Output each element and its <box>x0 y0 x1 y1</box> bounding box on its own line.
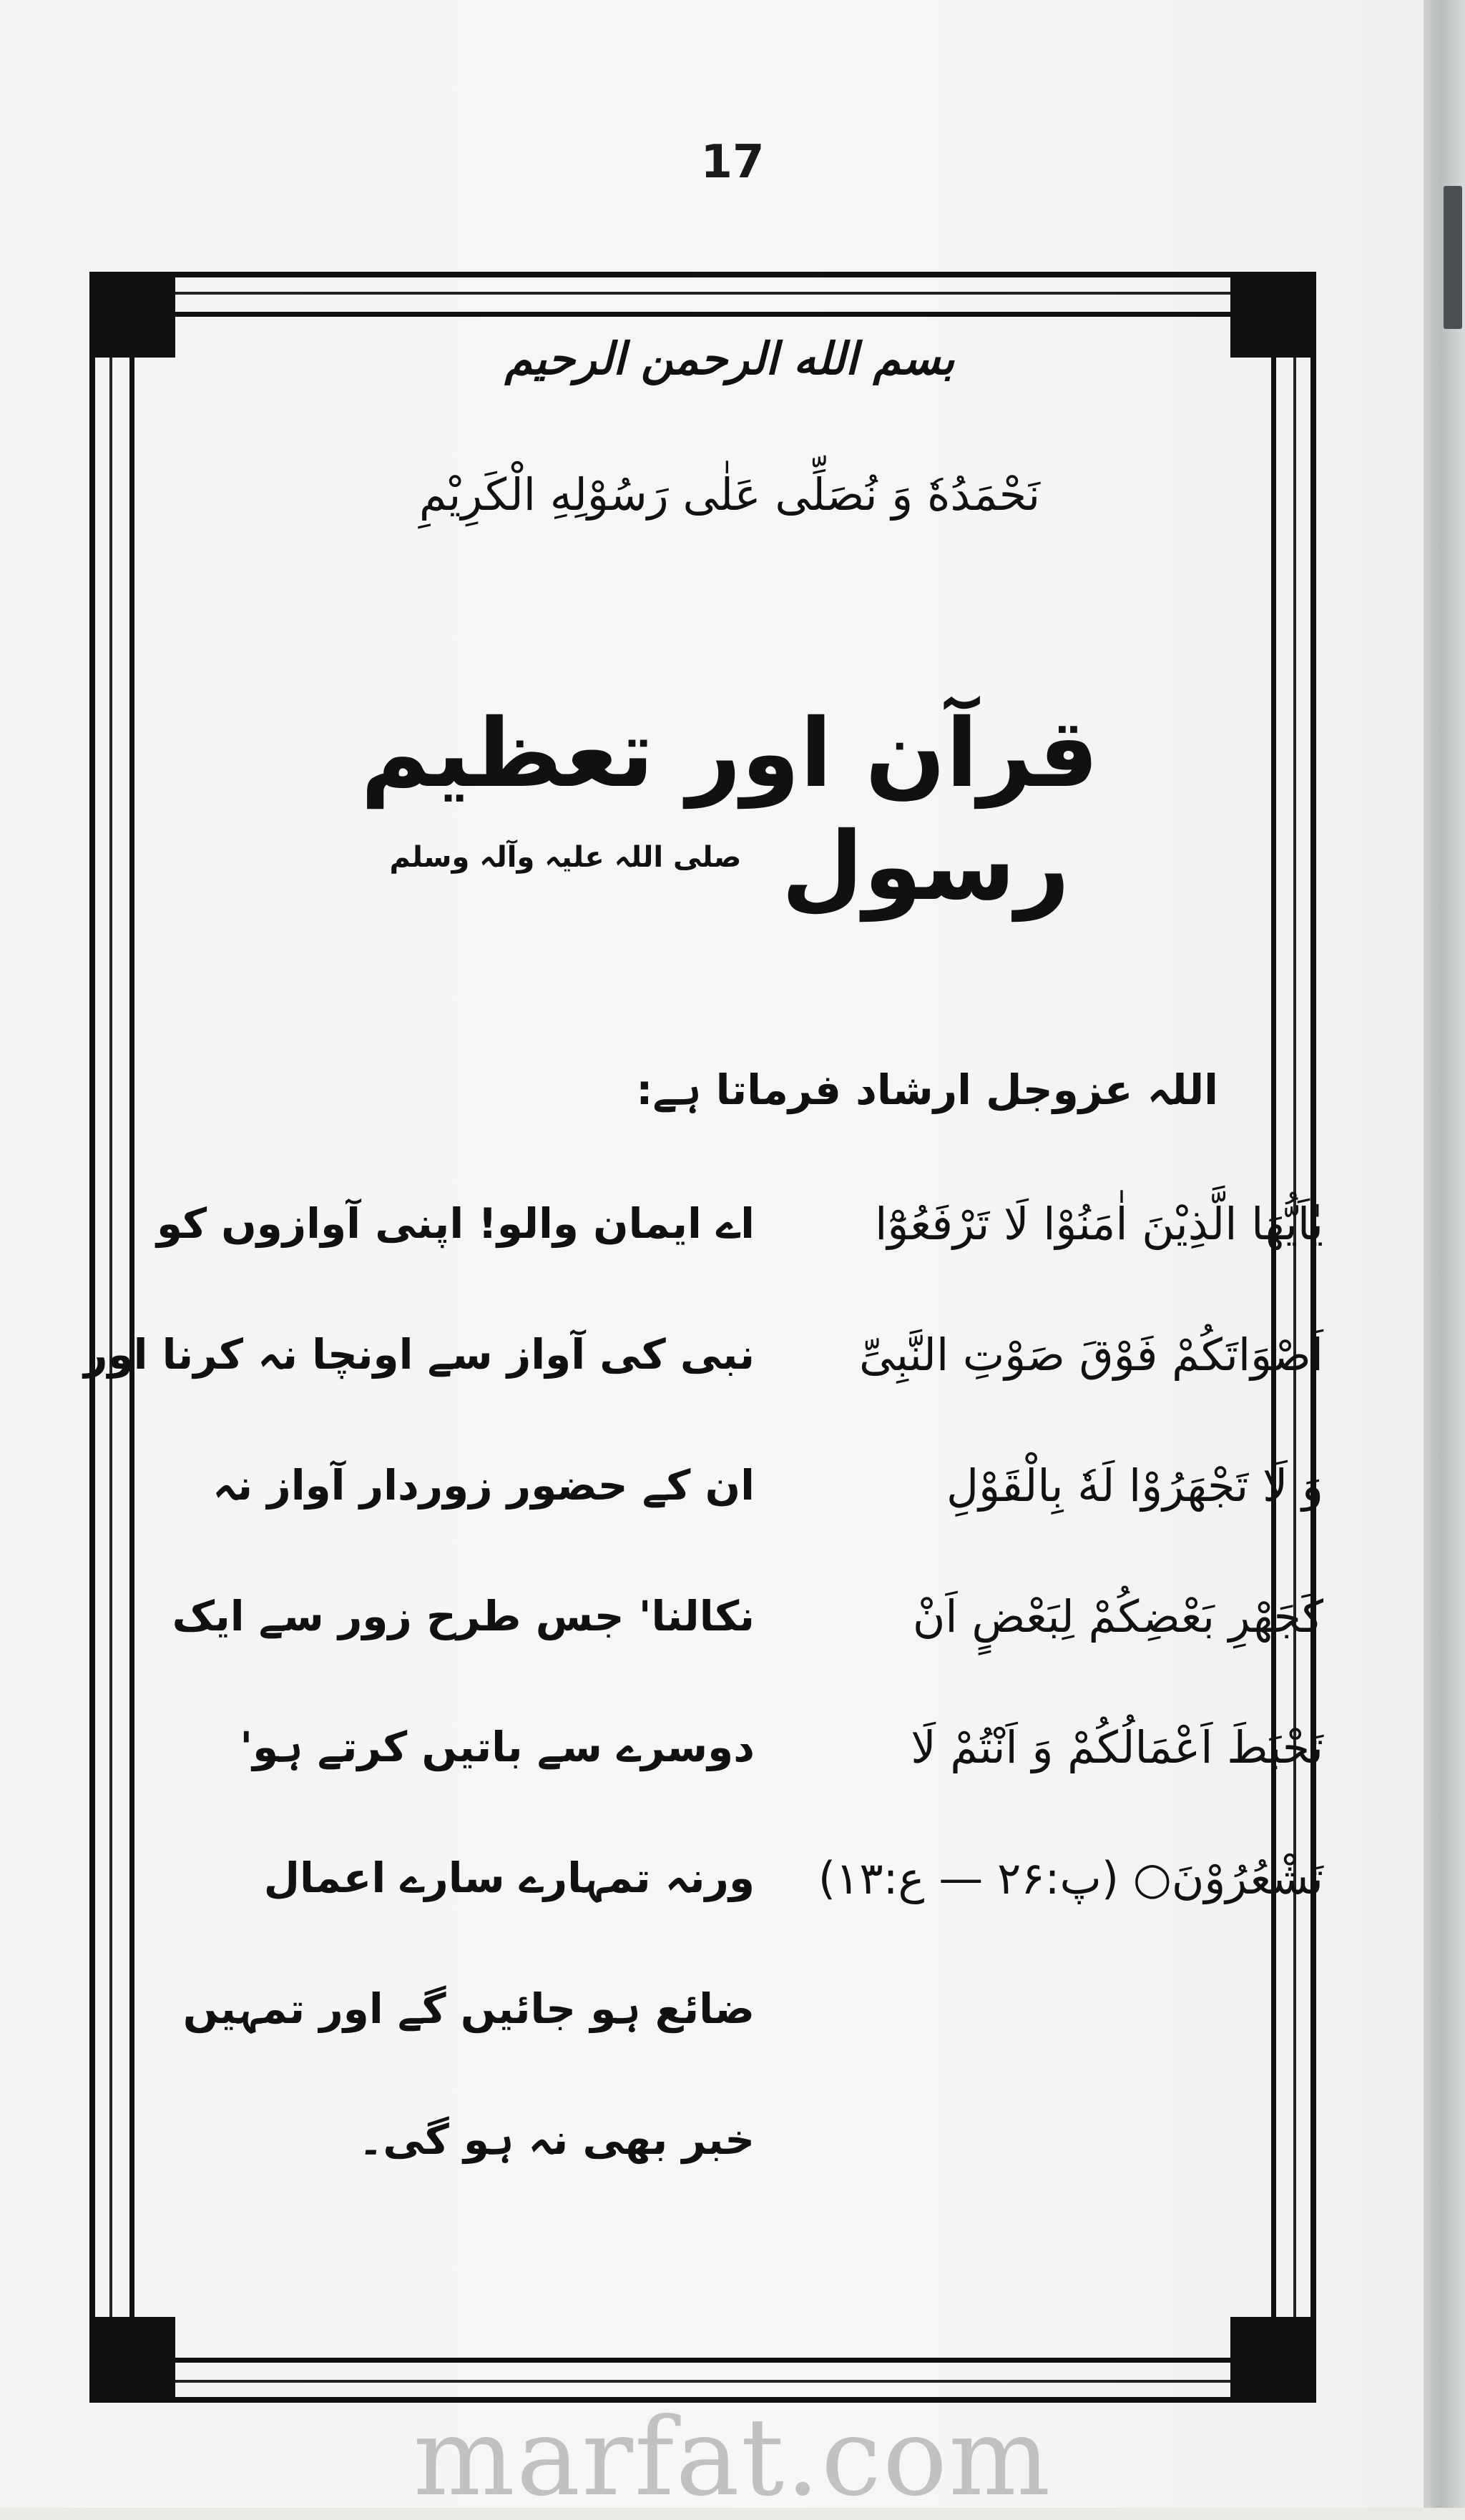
urdu-translation-line: ضائع ہو جائیں گے اور تمہیں <box>182 1984 755 2033</box>
arabic-verse-line: وَ لَا تَجْهَرُوْا لَهٗ بِالْقَوْلِ <box>946 1460 1323 1512</box>
bismillah-heading: بسم الله الرحمن الرحیم <box>504 333 955 385</box>
adjacent-page-edge <box>1424 0 1465 2508</box>
urdu-translation-line: ورنہ تمہارے سارے اعمال <box>263 1854 755 1902</box>
arabic-verse-line: تَحْبَطَ اَعْمَالُکُمْ وَ اَنْتُمْ لَا <box>911 1721 1323 1773</box>
arabic-verse-reference-line: تَشْعُرُوْنَ○ (پ:۲۶ — ع:۱۳) <box>818 1852 1323 1904</box>
frame-corner-bottom-left <box>89 2317 175 2403</box>
page-number: 17 <box>700 136 765 189</box>
urdu-translation-line: نبی کی آواز سے اونچا نہ کرنا اور <box>84 1330 755 1379</box>
frame-corner-top-left <box>89 272 175 358</box>
intro-line: اللہ عزوجل ارشاد فرماتا ہے: <box>636 1065 1218 1114</box>
arabic-verse-line: یٰاَیُّهَا الَّذِیْنَ اٰمَنُوْا لَا تَرْفَعُوْٓا <box>875 1198 1323 1250</box>
urdu-translation-column <box>84 1158 755 2205</box>
page-title-text: قرآن اور تعظیم رسول <box>361 699 1099 922</box>
urdu-translation-line: اے ایمان والو! اپنی آوازوں کو <box>156 1199 755 1248</box>
frame-corner-bottom-right <box>1230 2317 1316 2403</box>
urdu-translation-line: ان کے حضور زوردار آواز نہ <box>212 1461 755 1510</box>
arabic-verse-line: اَصْوَاتَکُمْ فَوْقَ صَوْتِ النَّبِیِّ <box>858 1329 1323 1381</box>
binding-strip <box>1444 186 1462 329</box>
page-title <box>215 697 1245 924</box>
urdu-translation-line: دوسرے سے باتیں کرتے ہو' <box>240 1723 755 1771</box>
site-watermark: marfat.com <box>413 2396 1052 2520</box>
invocation-line: نَحْمَدُهٗ وَ نُصَلِّی عَلٰی رَسُوْلِهِ الْکَرِیْمِ <box>418 468 1041 521</box>
arabic-verse-line: کَجَهْرِ بَعْضِکُمْ لِبَعْضٍ اَنْ <box>912 1590 1323 1643</box>
urdu-translation-line: خبر بھی نہ ہو گی۔ <box>358 2115 755 2164</box>
arabic-verse-column <box>773 1158 1323 1944</box>
salutation-mark: صلی اللہ علیہ وآلہ وسلم <box>389 841 742 875</box>
urdu-translation-line: نکالنا' جس طرح زور سے ایک <box>172 1592 755 1640</box>
